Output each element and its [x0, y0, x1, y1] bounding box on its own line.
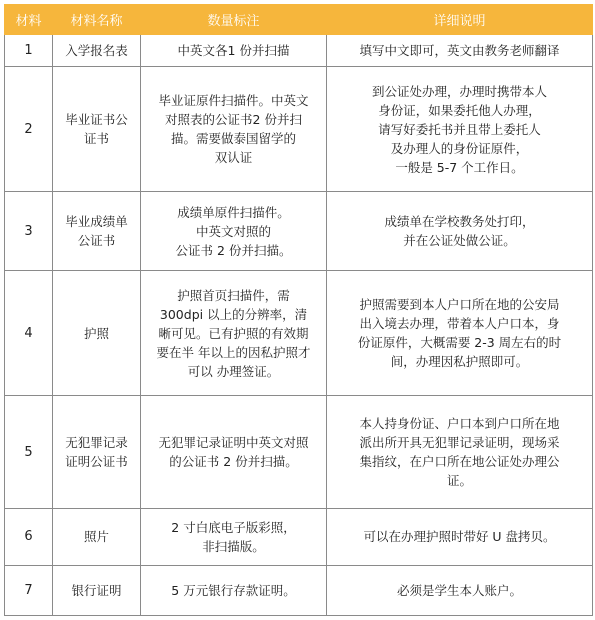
table-row	[5, 35, 593, 67]
materials-table	[4, 4, 593, 616]
row-index: 3	[5, 192, 53, 271]
row-name: 毕业证书公 证书	[53, 67, 141, 192]
header-index: 材料	[5, 5, 53, 35]
row-detail: 护照需要到本人户口所在地的公安局 出入境去办理，带着本人户口本，身 份证原件，大概需要 2-3 周左右的时 间，办理因私护照即可。	[327, 271, 593, 396]
row-quantity: 毕业证原件扫描件。中英文 对照表的公证书2 份并扫 描。需要做泰国留学的 双认证	[141, 67, 327, 192]
row-name: 银行证明	[53, 565, 141, 615]
row-detail: 必须是学生本人账户。	[327, 565, 593, 615]
row-name: 无犯罪记录 证明公证书	[53, 396, 141, 509]
row-index: 1	[5, 35, 53, 67]
header-row	[5, 5, 593, 35]
header-name: 材料名称	[53, 5, 141, 35]
table-row	[5, 192, 593, 271]
table-row	[5, 509, 593, 565]
row-name: 毕业成绩单 公证书	[53, 192, 141, 271]
row-detail: 本人持身份证、户口本到户口所在地 派出所开具无犯罪记录证明，现场采 集指纹，在户口所在地公证处办理公 证。	[327, 396, 593, 509]
row-index: 6	[5, 509, 53, 565]
row-quantity: 护照首页扫描件，需 300dpi 以上的分辨率，清 晰可见。已有护照的有效期 要在半 年以上的因私护照才 可以 办理签证。	[141, 271, 327, 396]
row-quantity: 成绩单原件扫描件。 中英文对照的 公证书 2 份并扫描。	[141, 192, 327, 271]
row-index: 2	[5, 67, 53, 192]
header-quantity: 数量标注	[141, 5, 327, 35]
row-detail: 到公证处办理，办理时携带本人 身份证，如果委托他人办理， 请写好委托书并且带上委托人 及办理人的身份证原件， 一般是 5-7 个工作日。	[327, 67, 593, 192]
row-name: 护照	[53, 271, 141, 396]
row-quantity: 5 万元银行存款证明。	[141, 565, 327, 615]
row-index: 5	[5, 396, 53, 509]
row-index: 4	[5, 271, 53, 396]
row-quantity: 2 寸白底电子版彩照， 非扫描版。	[141, 509, 327, 565]
row-detail: 可以在办理护照时带好 U 盘拷贝。	[327, 509, 593, 565]
row-name: 照片	[53, 509, 141, 565]
table-row	[5, 565, 593, 615]
row-detail: 填写中文即可，英文由教务老师翻译	[327, 35, 593, 67]
row-index: 7	[5, 565, 53, 615]
row-quantity: 中英文各1 份并扫描	[141, 35, 327, 67]
row-name: 入学报名表	[53, 35, 141, 67]
table-row	[5, 271, 593, 396]
table-row	[5, 396, 593, 509]
row-detail: 成绩单在学校教务处打印， 并在公证处做公证。	[327, 192, 593, 271]
table-row	[5, 67, 593, 192]
row-quantity: 无犯罪记录证明中英文对照 的公证书 2 份并扫描。	[141, 396, 327, 509]
header-detail: 详细说明	[327, 5, 593, 35]
